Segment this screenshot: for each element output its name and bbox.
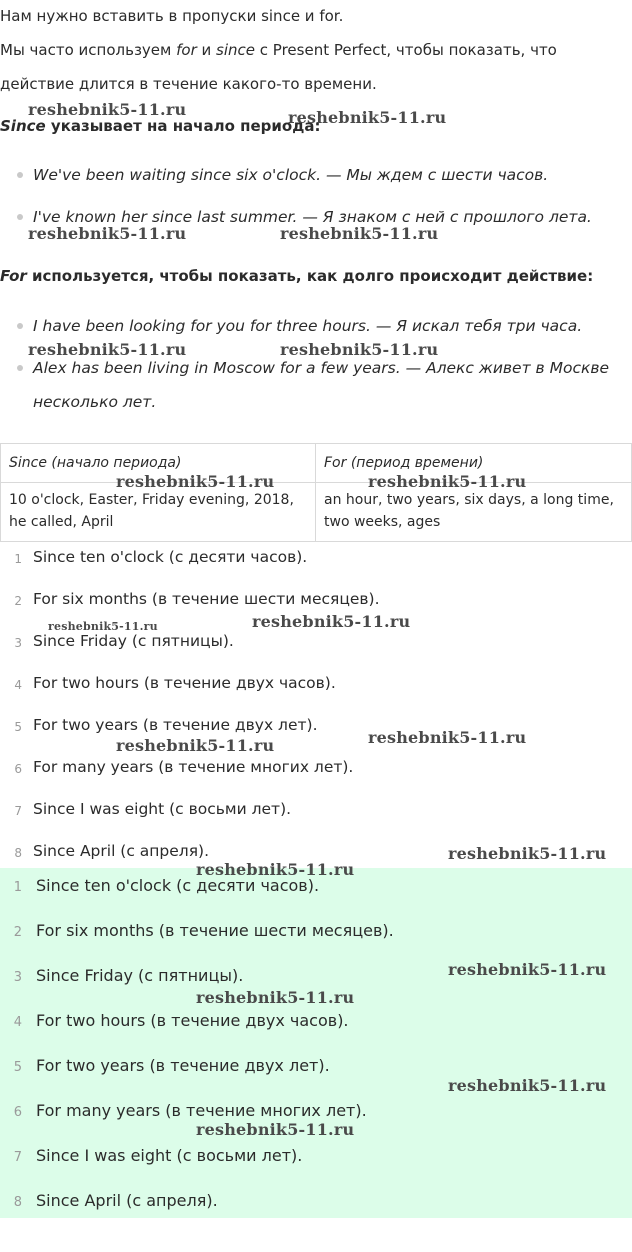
answer-list-highlighted — [0, 868, 632, 1218]
watermark: reshebnik5-11.ru — [116, 472, 275, 491]
intro-for-keyword: for — [176, 41, 197, 59]
item-text: For many years (в течение многих лет). — [33, 758, 354, 776]
intro-line-2 — [0, 40, 557, 60]
watermark: reshebnik5-11.ru — [116, 736, 275, 755]
bullet-icon — [17, 323, 23, 329]
item-text: Since Friday (с пятницы). — [36, 966, 244, 985]
item-text: For two hours (в течение двух часов). — [36, 1011, 349, 1030]
item-number: 3 — [14, 636, 22, 650]
watermark: reshebnik5-11.ru — [448, 844, 607, 863]
item-text: Since ten o'clock (с десяти часов). — [33, 548, 308, 566]
for-example-2: Alex has been living in Moscow for a few years. — Алекс живет в Москве — [33, 359, 610, 377]
since-heading-text: указывает на начало периода: — [45, 117, 321, 135]
watermark: reshebnik5-11.ru — [448, 1076, 607, 1095]
watermark: reshebnik5-11.ru — [196, 1120, 355, 1139]
table-header-since: Since (начало периода) — [1, 444, 316, 483]
table-cell-for: an hour, two years, six days, a long time, two weeks, ages — [316, 483, 632, 542]
intro-line-3: действие длится в течение какого-то времени. — [0, 75, 377, 93]
bullet-icon — [17, 214, 23, 220]
for-example-2-cont: несколько лет. — [33, 393, 157, 411]
item-number: 3 — [13, 970, 22, 985]
item-text: Since April (с апреля). — [33, 842, 210, 860]
item-text: For six months (в течение шести месяцев). — [36, 921, 394, 940]
item-number: 4 — [14, 678, 22, 692]
item-text: Since April (с апреля). — [36, 1191, 218, 1210]
item-number: 6 — [13, 1105, 22, 1120]
item-number: 5 — [13, 1060, 22, 1075]
table-row — [1, 483, 632, 542]
since-heading — [0, 116, 320, 136]
for-heading — [0, 266, 593, 286]
watermark: reshebnik5-11.ru — [280, 340, 439, 359]
watermark: reshebnik5-11.ru — [288, 108, 447, 127]
item-number: 7 — [14, 804, 22, 818]
table-header-for: For (период времени) — [316, 444, 632, 483]
since-example-2: I've known her since last summer. — Я знаком с ней с прошлого лета. — [33, 208, 592, 226]
item-text: For two years (в течение двух лет). — [36, 1056, 330, 1075]
item-text: Since Friday (с пятницы). — [33, 632, 234, 650]
item-text: Since I was eight (с восьми лет). — [33, 800, 292, 818]
intro-text: и — [196, 41, 217, 59]
watermark: reshebnik5-11.ru — [196, 988, 355, 1007]
intro-text: с Present Perfect, чтобы показать, что — [255, 41, 557, 59]
watermark: reshebnik5-11.ru — [196, 860, 355, 879]
item-text: For six months (в течение шести месяцев). — [33, 590, 380, 608]
watermark: reshebnik5-11.ru — [28, 224, 187, 243]
item-text: For two hours (в течение двух часов). — [33, 674, 336, 692]
watermark: reshebnik5-11.ru — [368, 472, 527, 491]
for-example-1: I have been looking for you for three hours. — Я искал тебя три часа. — [33, 317, 583, 335]
item-number: 2 — [14, 594, 22, 608]
item-number: 4 — [13, 1015, 22, 1030]
watermark: reshebnik5-11.ru — [448, 960, 607, 979]
table-header-row — [1, 444, 632, 483]
for-heading-text: используется, чтобы показать, как долго происходит действие: — [26, 267, 594, 285]
for-keyword: For — [0, 267, 27, 285]
watermark: reshebnik5-11.ru — [48, 620, 158, 633]
watermark: reshebnik5-11.ru — [28, 100, 187, 119]
intro-line-1: Нам нужно вставить в пропуски since и for. — [0, 7, 344, 25]
item-number: 1 — [13, 880, 22, 895]
item-text: Since ten o'clock (с десяти часов). — [36, 876, 320, 895]
watermark: reshebnik5-11.ru — [280, 224, 439, 243]
watermark: reshebnik5-11.ru — [252, 612, 411, 631]
item-text: For two years (в течение двух лет). — [33, 716, 318, 734]
item-number: 1 — [14, 552, 22, 566]
bullet-icon — [17, 365, 23, 371]
item-number: 2 — [13, 925, 22, 940]
since-keyword: Since — [0, 117, 46, 135]
since-example-1: We've been waiting since six o'clock. — Мы ждем с шести часов. — [33, 166, 549, 184]
watermark: reshebnik5-11.ru — [28, 340, 187, 359]
item-number: 5 — [14, 720, 22, 734]
item-text: Since I was eight (с восьми лет). — [36, 1146, 303, 1165]
watermark: reshebnik5-11.ru — [368, 728, 527, 747]
item-number: 8 — [13, 1195, 22, 1210]
item-number: 7 — [13, 1150, 22, 1165]
intro-since-keyword: since — [216, 41, 256, 59]
item-number: 6 — [14, 762, 22, 776]
intro-text: Мы часто используем — [0, 41, 177, 59]
bullet-icon — [17, 172, 23, 178]
item-text: For many years (в течение многих лет). — [36, 1101, 367, 1120]
item-number: 8 — [14, 846, 22, 860]
since-for-table — [0, 443, 632, 542]
table-cell-since: 10 o'clock, Easter, Friday evening, 2018, he called, April — [1, 483, 316, 542]
